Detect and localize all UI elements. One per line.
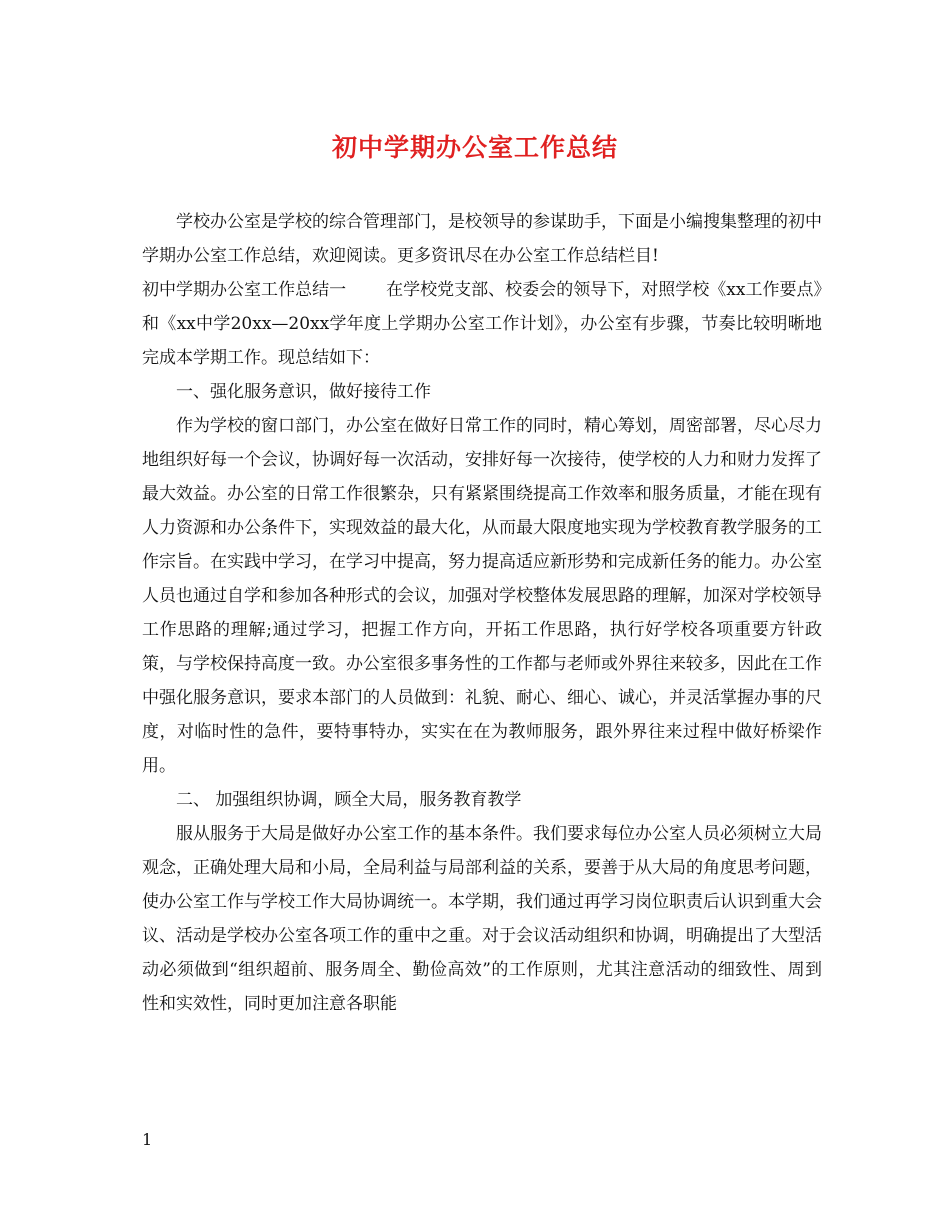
section-2-body: 服从服务于大局是做好办公室工作的基本条件。我们要求每位办公室人员必须树立大局观念，正确处理大局和小局，全局利益与局部利益的关系，要善于从大局的角度思考问题，使办公室工作与学校工作大局协调统一。本学期，我们通过再学习岗位职责后认识到重大会议、活动是学校办公室各项工作的重中之重。对于会议活动组织和协调，明确提出了大型活动必须做到“组织超前、服务周全、勤俭高效”的工作原则，尤其注意活动的细致性、周到性和实效性，同时更加注意各职能 xyxy=(142,824,822,1014)
document-body xyxy=(142,205,822,1021)
summary-paragraph xyxy=(142,273,822,375)
summary-text: 在学校党支部、校委会的领导下，对照学校《xx工作要点》和《xx中学20xx—20xx学年度上学期办公室工作计划》，办公室有步骤，节奏比较明晰地完成本学期工作。现总结如下： xyxy=(142,280,822,368)
page-number: 1 xyxy=(142,1130,153,1149)
section-2-heading: 二、 加强组织协调，顾全大局，服务教育教学 xyxy=(176,790,522,810)
section-1-heading: 一、强化服务意识，做好接待工作 xyxy=(176,382,431,402)
section-1-body: 作为学校的窗口部门，办公室在做好日常工作的同时，精心筹划，周密部署，尽心尽力地组织好每一个会议，协调好每一次活动，安排好每一次接待，使学校的人力和财力发挥了最大效益。办公室的日常工作很繁杂，只有紧紧围绕提高工作效率和服务质量，才能在现有人力资源和办公条件下，实现效益的最大化，从而最大限度地实现为学校教育教学服务的工作宗旨。在实践中学习，在学习中提高，努力提高适应新形势和完成新任务的能力。办公室人员也通过自学和参加各种形式的会议，加强对学校整体发展思路的理解，加深对学校领导工作思路的理解;通过学习，把握工作方向，开拓工作思路，执行好学校各项重要方针政策，与学校保持高度一致。办公室很多事务性的工作都与老师或外界往来较多，因此在工作中强化服务意识，要求本部门的人员做到：礼貌、耐心、细心、诚心，并灵活掌握办事的尺度，对临时性的急件，要特事特办，实实在在为教师服务，跟外界往来过程中做好桥梁作用。 xyxy=(142,416,822,776)
document-title: 初中学期办公室工作总结 xyxy=(331,133,618,162)
summary-label: 初中学期办公室工作总结一 xyxy=(142,280,347,300)
intro-paragraph: 学校办公室是学校的综合管理部门，是校领导的参谋助手，下面是小编搜集整理的初中学期办公室工作总结，欢迎阅读。更多资讯尽在办公室工作总结栏目! xyxy=(142,212,822,266)
